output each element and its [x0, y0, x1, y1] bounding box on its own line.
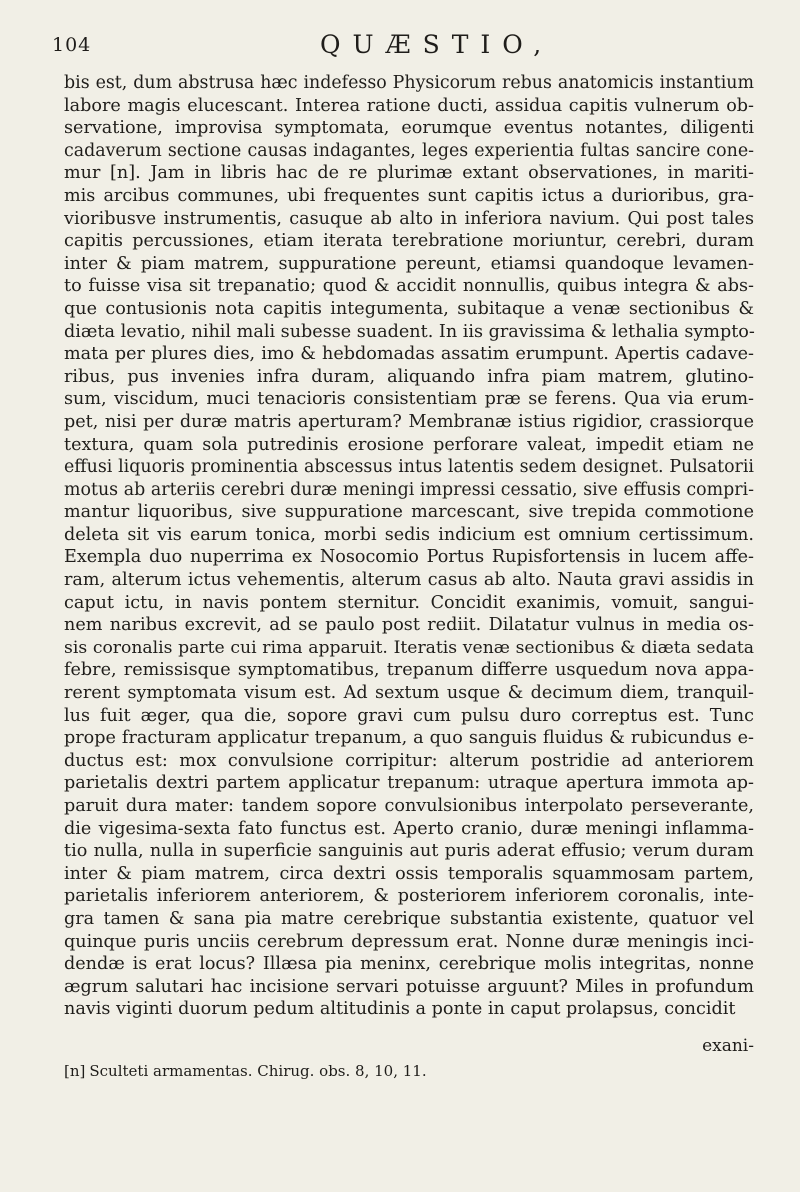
text-line: inter & piam matrem, suppuratione pereunt, etiamsi quandoque levamen- — [64, 253, 754, 274]
text-line: ram, alterum ictus vehementis, alterum casus ab alto. Nauta gravi assidis in — [64, 570, 754, 591]
text-line: vioribusve instrumentis, casuque ab alto in inferiora navium. Qui post tales — [64, 208, 754, 229]
text-line: mata per plures dies, imo & hebdomadas assatim erumpunt. Apertis cadave- — [64, 344, 754, 365]
text-line: cadaverum sectione causas indagantes, leges experientia fultas sancire cone- — [64, 140, 754, 161]
text-line: prope fracturam applicatur trepanum, a quo sanguis fluidus & rubicundus e- — [64, 728, 754, 749]
text-line: ductus est: mox convulsione corripitur: alterum postridie ad anteriorem — [64, 750, 754, 771]
text-line: Exempla duo nuperrima ex Nosocomio Portus Rupisfortensis in lucem affe- — [64, 547, 754, 568]
text-line: deleta sit vis earum tonica, morbi sedis indicium est omnium certissimum. — [64, 524, 754, 545]
page-number: 104 — [52, 34, 92, 56]
text-line: servatione, improvisa symptomata, eorumque eventus notantes, diligenti — [64, 118, 754, 139]
text-line: ægrum salutari hac incisione servari potuisse arguunt? Miles in profundum — [64, 976, 754, 997]
text-line: mis arcibus communes, ubi frequentes sunt capitis ictus a durioribus, gra- — [64, 185, 754, 206]
text-line: textura, quam sola putredinis erosione perforare valeat, impedit etiam ne — [64, 434, 754, 455]
text-line: capitis percussiones, etiam iterata terebratione moriuntur, cerebri, duram — [64, 231, 754, 252]
text-line: sum, viscidum, muci tenacioris consistentiam præ se ferens. Qua via erum- — [64, 389, 754, 410]
text-line: navis viginti duorum pedum altitudinis a ponte in caput prolapsus, concidit — [64, 999, 736, 1020]
text-line: parietalis inferiorem anteriorem, & posteriorem inferiorem coronalis, inte- — [64, 886, 754, 907]
text-line: nem naribus excrevit, ad se paulo post rediit. Dilatatur vulnus in media os- — [64, 615, 754, 636]
text-line: febre, remissisque symptomatibus, trepanum differre usquedum nova appa- — [64, 660, 754, 681]
text-line: dendæ is erat locus? Illæsa pia meninx, cerebrique molis integritas, nonne — [64, 954, 754, 975]
footnote-mark: [n] — [64, 1062, 86, 1080]
text-line: tio nulla, nulla in superficie sanguinis aut puris aderat effusio; verum duram — [64, 841, 754, 862]
text-line: paruit dura mater: tandem sopore convulsionibus interpolato perseverante, — [64, 796, 754, 816]
text-line: rerent symptomata visum est. Ad sextum usque & decimum diem, tranquil- — [64, 683, 754, 704]
text-line: inter & piam matrem, circa dextri ossis temporalis squammosam partem, — [64, 863, 754, 884]
text-line: parietalis dextri partem applicatur trepanum: utraque apertura immota ap- — [64, 773, 754, 794]
text-line: mur [n]. Jam in libris hac de re plurimæ extant observationes, in mariti- — [64, 163, 754, 184]
text-line: sis coronalis parte cui rima apparuit. Iteratis venæ sectionibus & diæta sedata — [64, 637, 754, 658]
text-line: to fuisse visa sit trepanatio; quod & accidit nonnullis, quibus integra & abs- — [64, 276, 754, 297]
text-line: ribus, pus invenies infra duram, aliquando infra piam matrem, glutino- — [64, 366, 754, 387]
page-header — [52, 30, 740, 66]
text-line: effusi liquoris prominentia abscessus intus latentis sedem designet. Pulsatorii — [64, 457, 754, 478]
text-line: die vigesima-sexta fato functus est. Aperto cranio, duræ meningi inflamma- — [64, 818, 754, 839]
text-line: labore magis elucescant. Interea ratione ducti, assidua capitis vulnerum ob- — [64, 95, 754, 116]
text-line: gra tamen & sana pia matre cerebrique substantia existente, quatuor vel — [64, 908, 754, 929]
text-line: bis est, dum abstrusa hæc indefesso Physicorum rebus anatomicis instantium — [64, 73, 754, 93]
footnote — [64, 1062, 754, 1080]
text-line: mantur liquoribus, sive suppuratione marcescant, sive trepida commotione — [64, 502, 754, 523]
text-line: diæta levatio, nihil mali subesse suadent. In iis gravissima & lethalia sympto- — [64, 321, 755, 342]
text-line: lus fuit æger, qua die, sopore gravi cum pulsu duro correptus est. Tunc — [64, 705, 754, 726]
text-line: caput ictu, in navis pontem sternitur. Concidit exanimis, vomuit, sangui- — [64, 592, 754, 613]
text-line: que contusionis nota capitis integumenta, subitaque a venæ sectionibus & — [64, 298, 754, 319]
text-line: quinque puris unciis cerebrum depressum erat. Nonne duræ meningis inci- — [64, 931, 754, 952]
footnote-text: Sculteti armamentas. Chirug. obs. 8, 10, 11. — [89, 1062, 427, 1080]
running-title: QUÆSTIO, — [320, 30, 554, 59]
catchword: exani- — [702, 1036, 754, 1056]
text-line: motus ab arteriis cerebri duræ meningi impressi cessatio, sive effusis compri- — [64, 479, 754, 500]
text-line: pet, nisi per duræ matris aperturam? Membranæ istius rigidior, crassiorque — [64, 411, 754, 432]
body-text — [64, 72, 754, 1021]
